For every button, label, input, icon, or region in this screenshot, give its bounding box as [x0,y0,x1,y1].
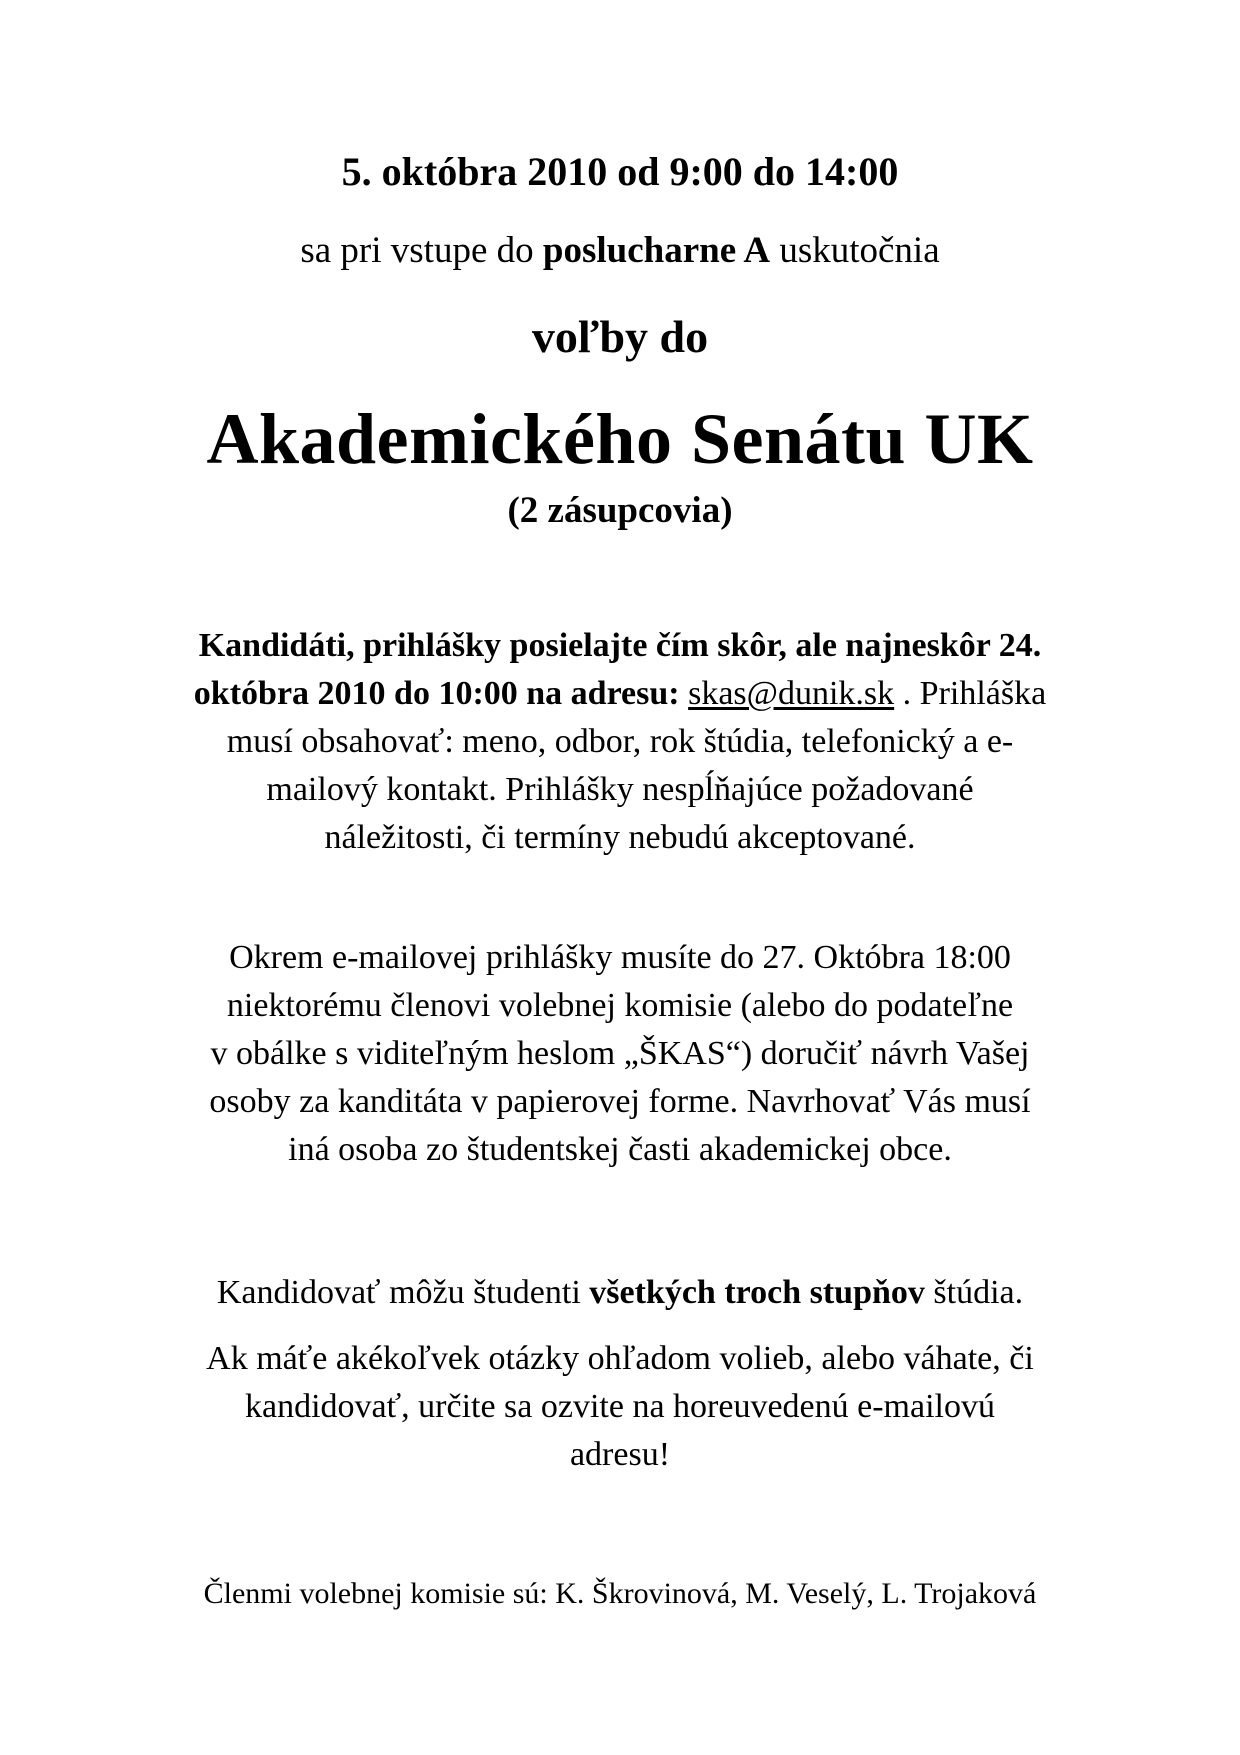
eligibility-degrees: všetkých troch stupňov [589,1274,925,1311]
questions-line: kandidovať, určite sa ozvite na horeuvedenú e-mailovú [245,1388,995,1425]
paper-form-paragraph [0,934,1240,1174]
paper-form-line: niektorému členovi volebnej komisie (alebo do podateľne [226,987,1014,1024]
applications-line: Kandidáti, prihlášky posielajte čím skôr, ale najneskôr 24. [198,627,1042,664]
intro-suffix: uskutočnia [779,230,940,271]
applications-line: mailový kontakt. Prihlášky nespĺňajúce požadované [266,771,974,808]
email-link[interactable]: skas@dunik.sk [688,675,895,712]
paper-form-line: v obálke s viditeľným heslom „ŠKAS“) doručiť návrh Vašej [210,1035,1030,1072]
intro-prefix: sa pri vstupe do [300,230,534,271]
questions-paragraph [0,1335,1240,1479]
paper-form-line: osoby za kanditáta v papierovej forme. Navrhovať Vás musí [209,1083,1031,1120]
deputies-count: (2 zásupcovia) [507,490,733,531]
deadline-text: októbra 2010 do 10:00 na adresu: [193,675,680,712]
paper-form-line: iná osoba zo študentskej časti akademickej obce. [288,1131,952,1168]
eligibility-suffix: štúdia. [933,1274,1024,1311]
applications-paragraph [0,622,1240,862]
lecture-hall: poslucharne A [542,230,771,271]
paper-form-line: Okrem e-mailovej prihlášky musíte do 27. Októbra 18:00 [229,939,1011,976]
election-location-line [0,229,1240,272]
questions-line: Ak máťe akékoľvek otázky ohľadom volieb, alebo váhate, či [206,1340,1034,1377]
applications-line: náležitosti, či termíny nebudú akceptované. [324,819,916,856]
applications-tail: . Prihláška [902,675,1047,712]
applications-line [0,670,1240,718]
committee-members: Členmi volebnej komisie sú: K. Škrovinová, M. Veselý, L. Trojaková [203,1577,1037,1610]
eligibility-prefix: Kandidovať môžu študenti [216,1274,581,1311]
senate-title: Akademického Senátu UK [206,399,1034,479]
election-date: 5. októbra 2010 od 9:00 do 14:00 [341,149,899,194]
eligibility-line [0,1274,1240,1312]
elections-heading: voľby do [531,311,709,362]
questions-line: adresu! [569,1436,671,1473]
applications-line: musí obsahovať: meno, odbor, rok štúdia, telefonický a e- [226,723,1014,760]
